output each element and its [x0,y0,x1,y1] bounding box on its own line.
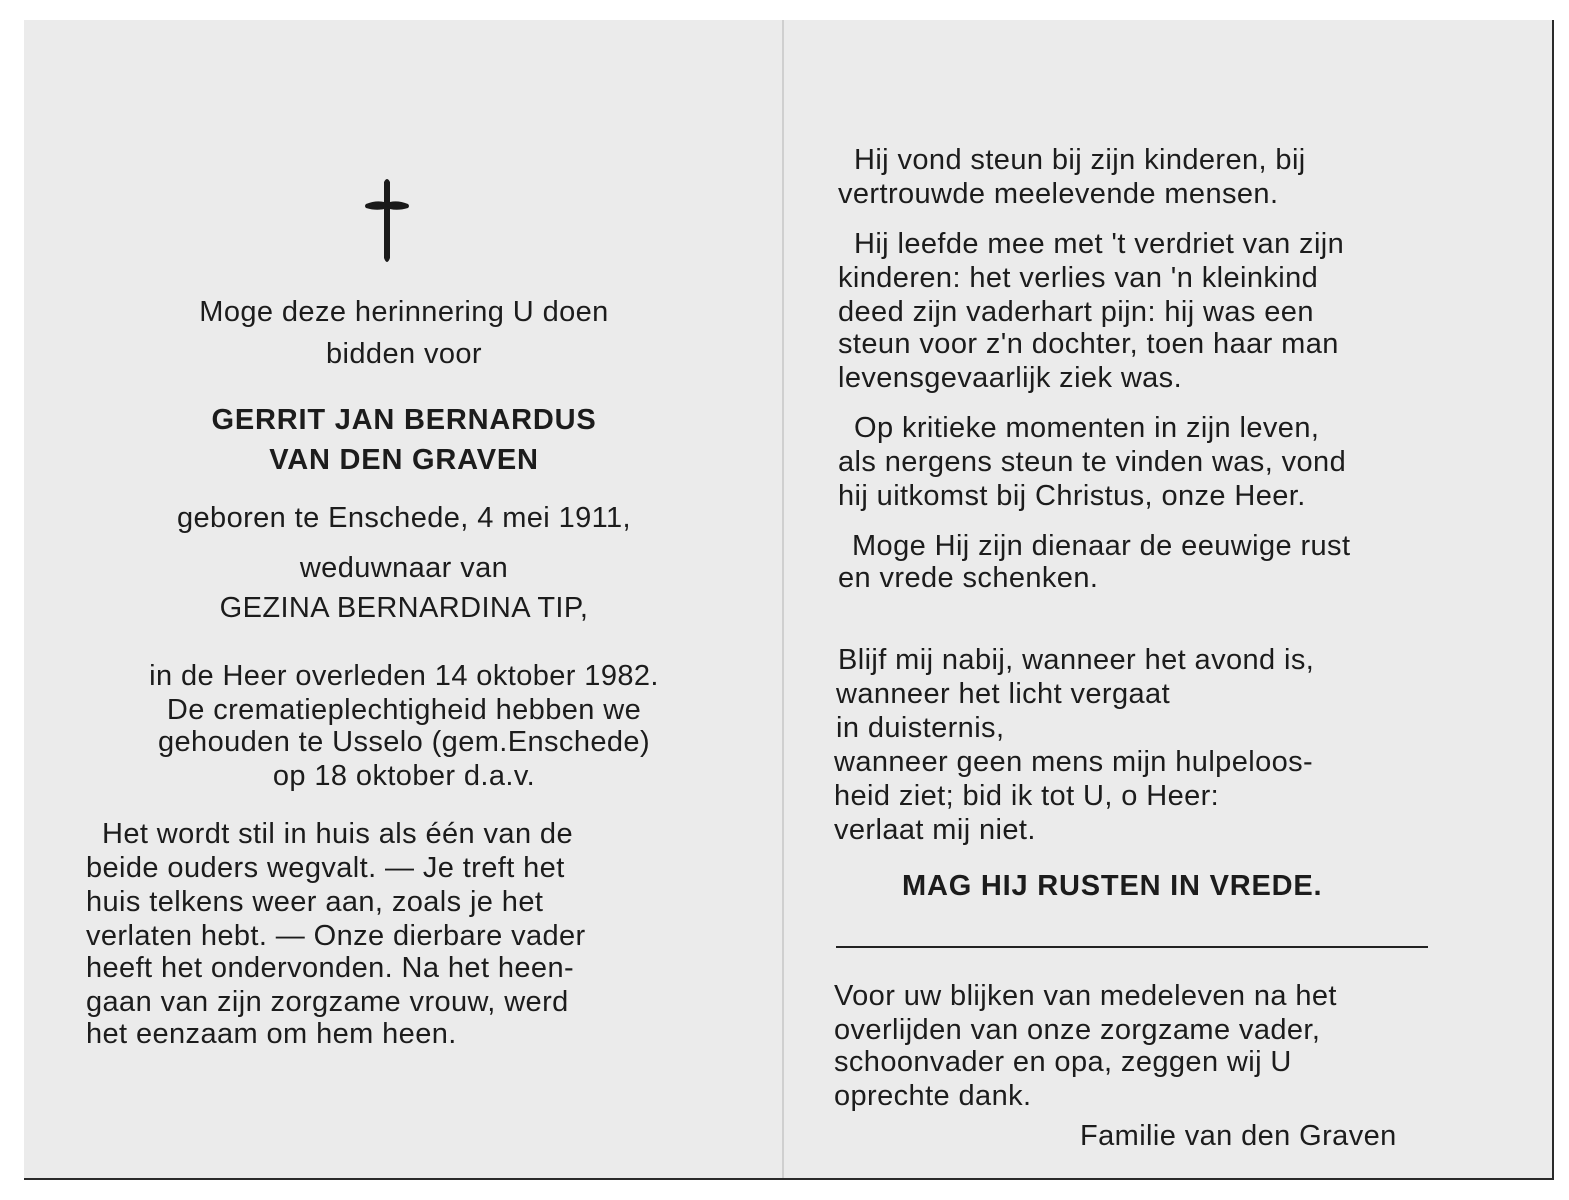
ceremony-line-3: gehouden te Usselo (gem.Enschede) [158,726,650,758]
paragraph-line-3: huis telkens weer aan, zoals je het [86,886,544,918]
cross-icon [362,176,412,266]
paragraph-line-4: verlaten hebt. — Onze dierbare vader [86,920,586,952]
paragraph-line-2: beide ouders wegvalt. — Je treft het [86,852,565,884]
right-p3-line-3: hij uitkomst bij Christus, onze Heer. [838,480,1306,512]
right-p3-line-1: Op kritieke momenten in zijn leven, [854,412,1320,444]
poem-line-2: wanneer het licht vergaat [836,678,1171,710]
widower-line: weduwnaar van [299,552,509,584]
ceremony-line-4: op 18 oktober d.a.v. [272,760,536,792]
rest-in-peace: MAG HIJ RUSTEN IN VREDE. [902,870,1323,902]
ceremony-line-2: De crematieplechtigheid hebben we [166,694,642,726]
right-p2-line-3: deed zijn vaderhart pijn: hij was een [838,296,1314,328]
thanks-line-3: schoonvader en opa, zeggen wij U [834,1046,1292,1078]
born-line: geboren te Enschede, 4 mei 1911, [176,502,632,534]
thanks-line-2: overlijden van onze zorgzame vader, [834,1014,1321,1046]
paragraph-line-7: het eenzaam om hem heen. [86,1018,457,1050]
right-p3-line-2: als nergens steun te vinden was, vond [838,446,1347,478]
poem-line-6: verlaat mij niet. [834,814,1036,846]
memorial-card [24,20,1554,1180]
poem-line-3: in duisternis, [836,712,1005,744]
poem-line-4: wanneer geen mens mijn hulpeloos- [834,746,1314,778]
right-p2-line-5: levensgevaarlijk ziek was. [838,362,1183,394]
divider [836,946,1428,948]
intro-line-1: Moge deze herinnering U doen [199,296,609,328]
thanks-line-1: Voor uw blijken van medeleven na het [834,980,1337,1012]
right-p1-line-2: vertrouwde meelevende mensen. [838,178,1279,210]
paragraph-line-5: heeft het ondervonden. Na het heen- [86,952,575,984]
signature: Familie van den Graven [1080,1120,1397,1152]
name-line-2: VAN DEN GRAVEN [269,444,539,476]
poem-line-5: heid ziet; bid ik tot U, o Heer: [834,780,1220,812]
ceremony-line-1: in de Heer overleden 14 oktober 1982. [149,660,659,692]
spouse-line: GEZINA BERNARDINA TIP, [219,592,589,624]
right-p4-line-1: Moge Hij zijn dienaar de eeuwige rust [852,530,1351,562]
right-p4-line-2: en vrede schenken. [838,562,1099,594]
name-line-1: GERRIT JAN BERNARDUS [211,404,597,436]
intro-line-2: bidden voor [326,338,482,370]
paragraph-line-6: gaan van zijn zorgzame vrouw, werd [86,986,569,1018]
right-p2-line-2: kinderen: het verlies van 'n kleinkind [838,262,1319,294]
poem-line-1: Blijf mij nabij, wanneer het avond is, [838,644,1315,676]
paragraph-line-1: Het wordt stil in huis als één van de [102,818,573,850]
thanks-line-4: oprechte dank. [834,1080,1032,1112]
right-p2-line-1: Hij leefde mee met 't verdriet van zijn [854,228,1345,260]
right-p2-line-4: steun voor z'n dochter, toen haar man [838,328,1339,360]
right-p1-line-1: Hij vond steun bij zijn kinderen, bij [854,144,1306,176]
